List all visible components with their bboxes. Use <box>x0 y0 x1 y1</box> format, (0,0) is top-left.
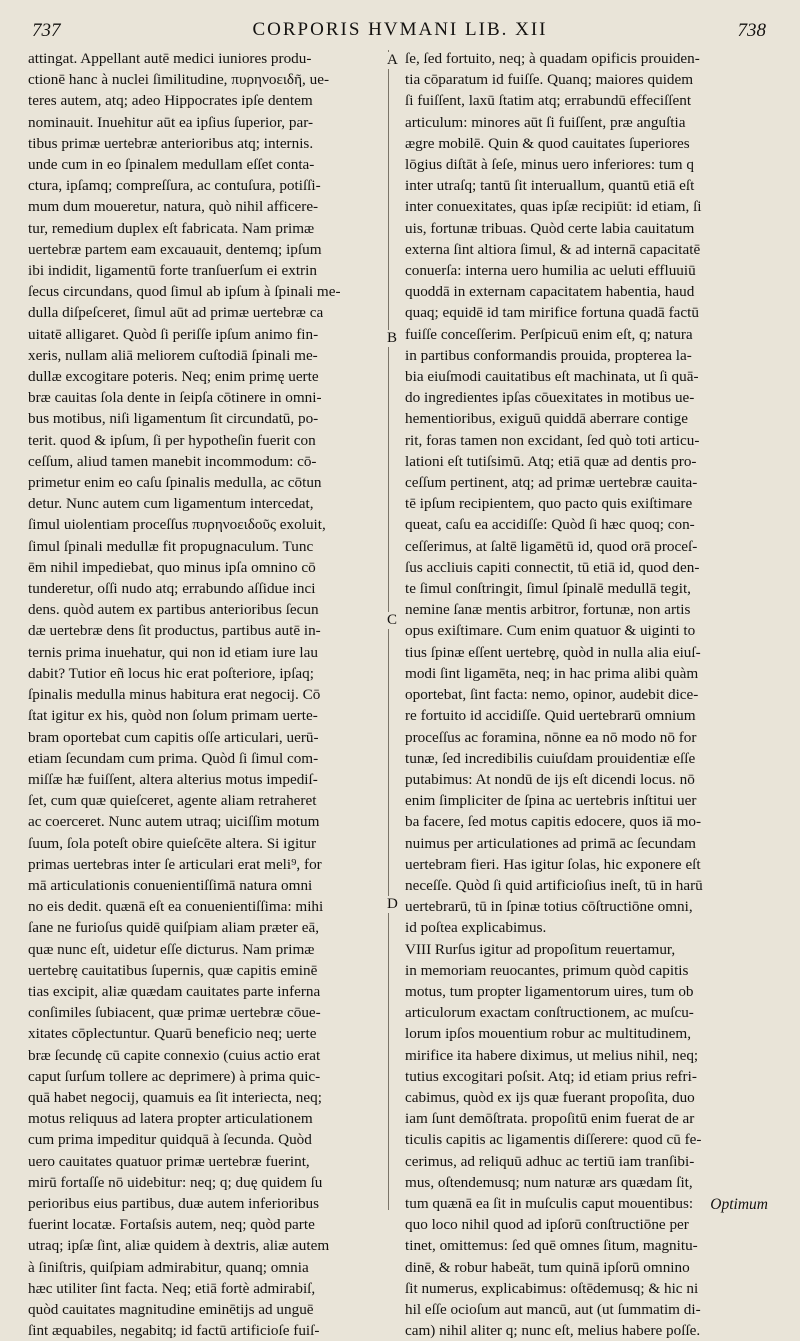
text-line: inter utraſq; tantū ſit interuallum, quantū etiā eſt <box>405 177 695 195</box>
text-line: lorum ipſos mouentium robur ac multitudinem, <box>405 1025 691 1043</box>
text-line: bram oportebat cum capitis oſſe articulari, uerū- <box>28 728 319 746</box>
text-line: ſit numerus, explicabimus: oſtēdemusq; & hic ni <box>405 1279 699 1297</box>
text-line: in memoriam reuocantes, primum quòd capitis <box>405 961 689 979</box>
text-line: tur, remedium duplex eſt fabricata. Nam primæ <box>28 219 315 237</box>
text-line: externa ſint altiora ſimul, & ad internā capacitatē <box>405 240 701 258</box>
text-line: dens. quòd autem ex partibus anterioribus ſecun <box>28 601 319 619</box>
text-line: ſet, cum quæ quieſceret, agente aliam retraheret <box>28 792 317 810</box>
text-line: enim ſimpliciter de ſpina ac uertebris inſtitui uer <box>405 792 697 810</box>
text-line: bræ cauitas ſola dente in ſeipſa cōtinere in omni- <box>28 389 322 407</box>
text-line: mus, oſtendemusq; num naturæ ars quædam ſit, <box>405 1173 693 1191</box>
text-line: utraq; ipſæ ſint, aliæ quidem à dextris, aliæ autem <box>28 1237 330 1255</box>
text-line: tunderetur, oſſi nudo atq; errabundo aſſidue inci <box>28 580 316 598</box>
text-line: uertebrarū, tū in ſpinæ totius cōſtructiōne omni, <box>405 898 693 916</box>
text-line: rit, foras tamen non excidant, ſed quò toti articu- <box>405 431 700 449</box>
text-line: ēm nihil impediebat, quo minus ipſa omnino cō <box>28 558 316 576</box>
text-line: putabimus: At nondū de ijs eſt dicendi locus. nō <box>405 770 695 788</box>
text-line: dæ uertebræ dens ſit productus, partibus autē in- <box>28 622 321 640</box>
text-line: ctionē hanc à nuclei ſimilitudine, πυρηνοειδῆ, ue- <box>28 71 329 89</box>
text-line: xeris, nullam aliā meliorem cuſtodiā ſpinali me- <box>28 346 318 364</box>
text-line: cum prima impeditur quidquā à ſecunda. Quòd <box>28 1131 312 1149</box>
text-line: uitatē alligaret. Quòd ſi periſſe ipſum animo fin- <box>28 325 319 343</box>
text-line: ſpinalis medulla minus habitura erat negocij. Cō <box>28 686 321 704</box>
text-line: uis, fortunæ tribuas. Quòd certe labia cauitatum <box>405 219 695 237</box>
text-line: teres autem, atq; adeo Hippocrates ipſe dentem <box>28 92 313 110</box>
text-line: perioribus eius partibus, duæ autem inferioribus <box>28 1194 320 1212</box>
text-line: oportebat, ſint facta: nemo, opinor, audebit dice- <box>405 686 699 704</box>
text-line: fuiſſe conceſſerim. Perſpicuū enim eſt, q; natura <box>405 325 693 343</box>
text-line: VIII Rurſus igitur ad propoſitum reuertamur, <box>405 940 676 958</box>
text-line: ſus accliuis capiti connectit, tū etiā id, quod den- <box>405 558 700 576</box>
text-line: motus reliquus ad latera propter articulationem <box>28 1110 313 1128</box>
text-line: re fortuito id accidiſſe. Quid uertebrarū omnium <box>405 707 696 725</box>
text-line: hil eſſe ocioſum aut mancū, aut (ut ſummatim di- <box>405 1300 701 1318</box>
text-line: articulorum exactam conſtructionem, ac muſcu- <box>405 1004 694 1022</box>
text-line: lōgius diſtāt à ſeſe, minus uero inferiores: tum q <box>405 156 694 174</box>
text-line: neceſſe. Quòd ſi quid artificioſius ineſt, tū in harū <box>405 876 703 894</box>
text-line: bus motibus, niſi ligamentum ſit circundatū, po- <box>28 410 319 428</box>
text-line: quoddā in externam capacitatem habentia, haud <box>405 283 695 301</box>
text-line: motus, tum propter ligamentorum uires, tum ob <box>405 982 694 1000</box>
text-line: mum dum moueretur, natura, quò nihil afficere- <box>28 198 319 216</box>
margin-marker-d: D <box>387 896 398 912</box>
right-text-column <box>405 48 767 1341</box>
text-line: ba facere, ſed motus capitis edocere, quos iā mo- <box>405 813 702 831</box>
text-line: ſimul ſpinali medullæ fit propugnaculum. Tunc <box>28 537 314 555</box>
text-line: quòd cauitates magnitudine eminētijs ad unguē <box>28 1300 314 1318</box>
text-line: ibi indidit, ligamentū forte tranſuerſum ei extrin <box>28 262 317 280</box>
text-line: fuerint locatæ. Fortaſsis autem, neq; quòd parte <box>28 1216 315 1234</box>
text-line: tutius excogitari poſsit. Atq; id etiam prius refri- <box>405 1067 697 1085</box>
text-line: xitates cōplectuntur. Quarū beneficio neq; uerte <box>28 1025 317 1043</box>
text-line: ceſſerimus, at ſaltē ligamētū id, quod orā proceſ- <box>405 537 698 555</box>
text-line: conuerſa: interna uero humilia ac ueluti effluuiū <box>405 262 696 280</box>
text-line: uertebrę cauitatibus ſupernis, quæ capitis eminē <box>28 961 318 979</box>
text-line: inter conuexitates, quas ipſæ recipiūt: id etiam, ſi <box>405 198 702 216</box>
text-line: bræ ſecundę cū capite connexio (cuius actio erat <box>28 1046 321 1064</box>
text-line: mā articulationis conuenientiſſimā natura omni <box>28 876 313 894</box>
text-line: ſane ne furioſus quidē quiſpiam aliam præter eā, <box>28 919 320 937</box>
text-line: nemine ſanæ mentis arbitror, fortunæ, non artis <box>405 601 691 619</box>
text-line: dulla diſpeſceret, ſimul aūt ad primæ uertebræ ca <box>28 304 324 322</box>
text-line: attingat. Appellant autē medici iuniores produ- <box>28 50 312 67</box>
text-line: primas uertebras inter ſe articulari erat meli⁹, for <box>28 855 322 873</box>
text-line: cam) nihil aliter q; nunc eſt, melius habere poſſe. <box>405 1322 701 1340</box>
text-line: articulum: minores aūt ſi fuiſſent, præ anguſtia <box>405 113 686 131</box>
text-line: tias excipit, aliæ quædam cauitates parte inferna <box>28 982 321 1000</box>
text-line: ſimul uiolentiam proceſſus πυρηνοειδοῦς exoluit, <box>28 516 326 534</box>
text-line: dullæ excogitare poteris. Neq; enim primę uerte <box>28 368 319 386</box>
text-line: quaq; equidē id tam mirifice fortuna quadā factū <box>405 304 699 322</box>
text-line: te ſimul conſtringit, ſimul ſpinalē medullā tegit, <box>405 580 691 598</box>
text-line: dinē, & robur habeāt, tum quinā ipſorū omnino <box>405 1258 690 1276</box>
margin-marker-a: A <box>387 52 398 68</box>
text-line: tum quænā ea ſit in muſculis caput mouentibus: <box>405 1194 694 1212</box>
text-line: ternis prima inuehatur, qui non id etiam iure lau <box>28 643 318 661</box>
text-line: no eis dedit. quænā eſt ea conuenientiſſima: mihi <box>28 898 324 916</box>
text-line: tibus primæ uertebræ anterioribus atq; internis. <box>28 134 314 152</box>
text-line: mirifice ita habere diximus, ut melius nihil, neq; <box>405 1046 699 1064</box>
text-line: mirū fortaſſe nō uidebitur: neq; q; duę quidem ſu <box>28 1173 323 1191</box>
text-line: ceſſum, aliud tamen manebit incommodum: cō- <box>28 452 317 470</box>
left-text-column <box>28 48 382 1341</box>
text-line: queat, caſu ea accidiſſe: Quòd ſi hæc quoq; con- <box>405 516 695 534</box>
text-line: tia cōparatum id fuiſſe. Quanq; maiores quidem <box>405 71 694 89</box>
text-line: tius ſpinæ eſſent uertebrę, quòd in nulla alia eiuſ- <box>405 643 701 661</box>
text-line: nominauit. Inuehitur aūt ea ipſius ſuperior, par- <box>28 113 314 131</box>
text-line: ac coerceret. Nunc autem utraq; uiciſſim motum <box>28 813 320 831</box>
text-line: tunæ, ſed incredibilis cuiuſdam prouidentiæ eſſe <box>405 749 696 767</box>
catchword: Optimum <box>710 1196 768 1213</box>
right-page-number: 738 <box>737 20 766 41</box>
text-line: ſtat igitur ex his, quòd non ſolum primam uerte- <box>28 707 318 725</box>
text-line: uero cauitates quatuor primæ uertebræ fuerint, <box>28 1152 310 1170</box>
text-line: uertebræ partem eam excauauit, dentemq; ipſum <box>28 240 322 258</box>
text-line: conſimiles ſubiacent, quæ primæ uertebræ cōue- <box>28 1004 321 1022</box>
text-line: terit. quod & ipſum, ſi per hypotheſin fuerit con <box>28 431 316 449</box>
column-divider <box>388 50 389 1210</box>
running-title: CORPORIS HVMANI LIB. XII <box>252 19 548 40</box>
margin-marker-c: C <box>387 612 398 628</box>
text-line: cabimus, quòd ex ijs quæ fuerant propoſita, duo <box>405 1088 695 1106</box>
text-line: primetur enim eo caſu ſpinalis medulla, ac cōtun <box>28 474 322 492</box>
text-line: ægre mobilē. Quin & quod cauitates ſuperiores <box>405 134 690 152</box>
text-line: do ingredientes ipſas cōuexitates in motibus ue- <box>405 389 695 407</box>
text-line: iam ſunt demōſtrata. propoſitū enim fuerat de ar <box>405 1110 695 1128</box>
text-line: tē ipſum recipientem, quo pacto quis exiſtimare <box>405 495 693 513</box>
text-line: ctura, ipſamq; compreſſura, ac contuſura, potiſſi- <box>28 177 321 195</box>
text-line: uertebram fieri. Has igitur ſolas, hic exponere eſt <box>405 855 701 873</box>
text-line: id poſtea explicabimus. <box>405 919 547 937</box>
text-line: quo loco nihil quod ad ipſorū conſtructiōne per <box>405 1216 689 1234</box>
text-line: unde cum in eo ſpinalem medullam eſſet conta- <box>28 156 315 174</box>
margin-marker-b: B <box>387 330 398 346</box>
text-line: quæ nunc eſt, uidetur eſſe dicturus. Nam primæ <box>28 940 315 958</box>
running-header <box>0 16 800 46</box>
text-line: ſi fuiſſent, laxū ſtatim atq; errabundū effeciſſent <box>405 92 692 110</box>
text-line: nuimus per articulationes ad primā ac ſecundam <box>405 834 696 852</box>
text-line: hementioribus, exiguū quiddā aberrare contige <box>405 410 688 428</box>
text-line: modi ſint ligamēta, neq; in hac prima alibi quàm <box>405 664 699 682</box>
text-line: hæc utiliter ſint facta. Neq; etiā fortè admirabiſ, <box>28 1279 316 1297</box>
text-line: proceſſus ac foramina, nōnne ea nō modo nō for <box>405 728 697 746</box>
text-line: à ſiniſtris, quiſpiam admirabitur, quanq; omnia <box>28 1258 309 1276</box>
text-line: etiam ſecundam cum prima. Quòd ſi ſimul com- <box>28 749 319 767</box>
text-line: caput ſurſum tollere ac deprimere) à prima quic- <box>28 1067 321 1085</box>
text-line: detur. Nunc autem cum ligamentum intercedat, <box>28 495 314 513</box>
text-line: ticulis capitis ac ligamentis diſſerere: quod cū fe- <box>405 1131 702 1149</box>
text-line: ſe, ſed fortuito, neq; à quadam opificis prouiden- <box>405 50 700 67</box>
text-line: cerimus, ad reliquū adhuc ac tertiū iam tranſibi- <box>405 1152 695 1170</box>
text-line: ceſſum pertinent, atq; ad primæ uertebræ cauita- <box>405 474 698 492</box>
text-line: dabit? Tutior eñ locus hic erat poſteriore, ipſaq; <box>28 664 314 682</box>
text-line: opus exiſtimare. Cum enim quatuor & uiginti to <box>405 622 696 640</box>
text-line: ſecus circundans, quod ſimul ab ipſum à ſpinali me- <box>28 283 341 301</box>
left-page-number: 737 <box>32 20 61 41</box>
text-line: in partibus conformandis prouida, propterea la- <box>405 346 692 364</box>
text-line: ſuum, ſola poteſt obire quieſcēte altera. Si igitur <box>28 834 317 852</box>
text-line: lationi eſt tutiſsimū. Atq; etiā quæ ad dentis pro- <box>405 452 697 470</box>
text-line: miſſæ hæ fuiſſent, altera alterius motus impediſ- <box>28 770 318 788</box>
text-line: ſint æquabiles, negabitq; id factū artificioſe fuiſ- <box>28 1322 320 1340</box>
text-line: tinet, omittemus: ſed quē omnes ſitum, magnitu- <box>405 1237 698 1255</box>
text-line: quā habet negocij, quamuis ea ſit interiecta, neq; <box>28 1088 322 1106</box>
text-line: bia eiuſmodi cauitatibus eſt machinata, ut ſi quā- <box>405 368 699 386</box>
